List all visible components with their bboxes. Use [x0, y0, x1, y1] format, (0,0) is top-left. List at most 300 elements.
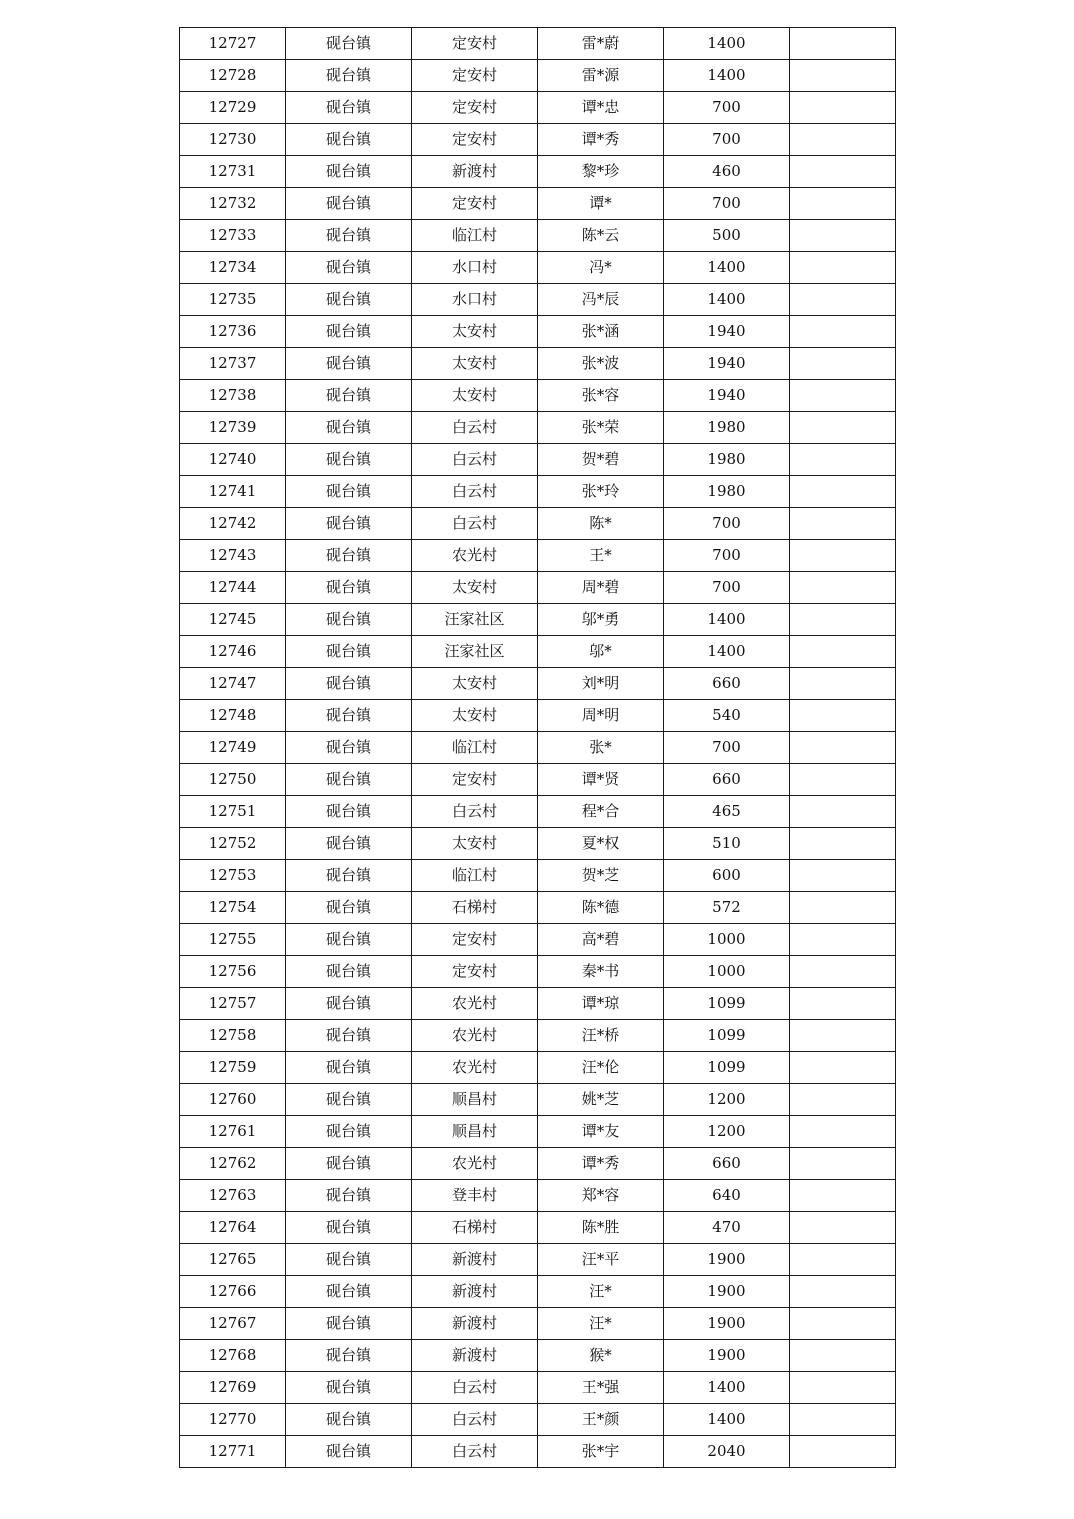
village-cell: 新渡村: [412, 1340, 538, 1372]
record-number-cell: 12747: [180, 668, 286, 700]
name-cell: 张*涵: [538, 316, 664, 348]
note-cell: [790, 124, 896, 156]
table-row: [180, 188, 896, 220]
record-number-cell: 12759: [180, 1052, 286, 1084]
amount-cell: 1900: [664, 1244, 790, 1276]
name-cell: 夏*权: [538, 828, 664, 860]
record-number-cell: 12732: [180, 188, 286, 220]
amount-cell: 1000: [664, 956, 790, 988]
amount-cell: 2040: [664, 1436, 790, 1468]
town-cell: 砚台镇: [286, 380, 412, 412]
town-cell: 砚台镇: [286, 668, 412, 700]
table-row: [180, 860, 896, 892]
table-row: [180, 764, 896, 796]
amount-cell: 510: [664, 828, 790, 860]
table-row: [180, 1180, 896, 1212]
name-cell: 王*强: [538, 1372, 664, 1404]
amount-cell: 540: [664, 700, 790, 732]
village-cell: 临江村: [412, 732, 538, 764]
note-cell: [790, 156, 896, 188]
note-cell: [790, 572, 896, 604]
name-cell: 汪*伦: [538, 1052, 664, 1084]
note-cell: [790, 348, 896, 380]
amount-cell: 700: [664, 540, 790, 572]
note-cell: [790, 284, 896, 316]
name-cell: 陈*胜: [538, 1212, 664, 1244]
village-cell: 临江村: [412, 860, 538, 892]
amount-cell: 1099: [664, 1020, 790, 1052]
record-number-cell: 12734: [180, 252, 286, 284]
town-cell: 砚台镇: [286, 732, 412, 764]
village-cell: 定安村: [412, 92, 538, 124]
table-row: [180, 924, 896, 956]
name-cell: 谭*: [538, 188, 664, 220]
note-cell: [790, 1436, 896, 1468]
village-cell: 白云村: [412, 1436, 538, 1468]
table-row: [180, 1020, 896, 1052]
amount-cell: 1400: [664, 1404, 790, 1436]
record-number-cell: 12750: [180, 764, 286, 796]
town-cell: 砚台镇: [286, 1404, 412, 1436]
town-cell: 砚台镇: [286, 124, 412, 156]
name-cell: 姚*芝: [538, 1084, 664, 1116]
village-cell: 定安村: [412, 924, 538, 956]
note-cell: [790, 1020, 896, 1052]
village-cell: 农光村: [412, 1148, 538, 1180]
table-row: [180, 604, 896, 636]
note-cell: [790, 444, 896, 476]
town-cell: 砚台镇: [286, 508, 412, 540]
table-row: [180, 732, 896, 764]
village-cell: 白云村: [412, 508, 538, 540]
town-cell: 砚台镇: [286, 188, 412, 220]
table-row: [180, 1212, 896, 1244]
record-number-cell: 12757: [180, 988, 286, 1020]
amount-cell: 1980: [664, 412, 790, 444]
amount-cell: 660: [664, 1148, 790, 1180]
note-cell: [790, 380, 896, 412]
town-cell: 砚台镇: [286, 764, 412, 796]
town-cell: 砚台镇: [286, 828, 412, 860]
record-number-cell: 12770: [180, 1404, 286, 1436]
amount-cell: 1099: [664, 988, 790, 1020]
note-cell: [790, 316, 896, 348]
table-row: [180, 124, 896, 156]
name-cell: 谭*秀: [538, 1148, 664, 1180]
village-cell: 登丰村: [412, 1180, 538, 1212]
table-row: [180, 1116, 896, 1148]
record-number-cell: 12741: [180, 476, 286, 508]
village-cell: 太安村: [412, 348, 538, 380]
town-cell: 砚台镇: [286, 1276, 412, 1308]
note-cell: [790, 412, 896, 444]
town-cell: 砚台镇: [286, 156, 412, 188]
note-cell: [790, 636, 896, 668]
record-number-cell: 12754: [180, 892, 286, 924]
record-number-cell: 12738: [180, 380, 286, 412]
note-cell: [790, 508, 896, 540]
table-row: [180, 380, 896, 412]
amount-cell: 1400: [664, 604, 790, 636]
name-cell: 谭*琼: [538, 988, 664, 1020]
note-cell: [790, 1340, 896, 1372]
note-cell: [790, 1148, 896, 1180]
note-cell: [790, 732, 896, 764]
town-cell: 砚台镇: [286, 348, 412, 380]
amount-cell: 1900: [664, 1308, 790, 1340]
amount-cell: 660: [664, 668, 790, 700]
name-cell: 高*碧: [538, 924, 664, 956]
town-cell: 砚台镇: [286, 1212, 412, 1244]
amount-cell: 1900: [664, 1276, 790, 1308]
note-cell: [790, 92, 896, 124]
town-cell: 砚台镇: [286, 1244, 412, 1276]
record-number-cell: 12742: [180, 508, 286, 540]
amount-cell: 700: [664, 92, 790, 124]
note-cell: [790, 1084, 896, 1116]
table-row: [180, 412, 896, 444]
village-cell: 水口村: [412, 252, 538, 284]
note-cell: [790, 1180, 896, 1212]
amount-cell: 1400: [664, 636, 790, 668]
table-row: [180, 316, 896, 348]
note-cell: [790, 1404, 896, 1436]
roster-table: [179, 27, 896, 1468]
amount-cell: 660: [664, 764, 790, 796]
table-row: [180, 508, 896, 540]
table-row: [180, 1436, 896, 1468]
record-number-cell: 12743: [180, 540, 286, 572]
town-cell: 砚台镇: [286, 540, 412, 572]
name-cell: 邬*: [538, 636, 664, 668]
name-cell: 贺*芝: [538, 860, 664, 892]
village-cell: 太安村: [412, 572, 538, 604]
village-cell: 定安村: [412, 956, 538, 988]
record-number-cell: 12735: [180, 284, 286, 316]
note-cell: [790, 1308, 896, 1340]
roster-table-body: [180, 28, 896, 1468]
town-cell: 砚台镇: [286, 892, 412, 924]
note-cell: [790, 1372, 896, 1404]
record-number-cell: 12764: [180, 1212, 286, 1244]
record-number-cell: 12760: [180, 1084, 286, 1116]
town-cell: 砚台镇: [286, 572, 412, 604]
village-cell: 顺昌村: [412, 1116, 538, 1148]
table-row: [180, 572, 896, 604]
record-number-cell: 12733: [180, 220, 286, 252]
town-cell: 砚台镇: [286, 28, 412, 60]
name-cell: 黎*珍: [538, 156, 664, 188]
village-cell: 农光村: [412, 1052, 538, 1084]
town-cell: 砚台镇: [286, 796, 412, 828]
village-cell: 白云村: [412, 1404, 538, 1436]
record-number-cell: 12745: [180, 604, 286, 636]
town-cell: 砚台镇: [286, 1340, 412, 1372]
amount-cell: 1200: [664, 1084, 790, 1116]
village-cell: 定安村: [412, 28, 538, 60]
note-cell: [790, 1052, 896, 1084]
record-number-cell: 12758: [180, 1020, 286, 1052]
table-row: [180, 252, 896, 284]
table-row: [180, 444, 896, 476]
name-cell: 邬*勇: [538, 604, 664, 636]
village-cell: 新渡村: [412, 156, 538, 188]
village-cell: 石梯村: [412, 1212, 538, 1244]
record-number-cell: 12753: [180, 860, 286, 892]
record-number-cell: 12755: [180, 924, 286, 956]
table-row: [180, 1340, 896, 1372]
record-number-cell: 12749: [180, 732, 286, 764]
name-cell: 谭*贤: [538, 764, 664, 796]
village-cell: 太安村: [412, 700, 538, 732]
village-cell: 顺昌村: [412, 1084, 538, 1116]
name-cell: 张*宇: [538, 1436, 664, 1468]
town-cell: 砚台镇: [286, 92, 412, 124]
town-cell: 砚台镇: [286, 956, 412, 988]
village-cell: 定安村: [412, 188, 538, 220]
amount-cell: 700: [664, 572, 790, 604]
town-cell: 砚台镇: [286, 1020, 412, 1052]
town-cell: 砚台镇: [286, 220, 412, 252]
table-row: [180, 1244, 896, 1276]
town-cell: 砚台镇: [286, 988, 412, 1020]
name-cell: 王*: [538, 540, 664, 572]
note-cell: [790, 60, 896, 92]
name-cell: 周*明: [538, 700, 664, 732]
town-cell: 砚台镇: [286, 1372, 412, 1404]
name-cell: 谭*忠: [538, 92, 664, 124]
village-cell: 汪家社区: [412, 604, 538, 636]
name-cell: 王*颜: [538, 1404, 664, 1436]
village-cell: 白云村: [412, 796, 538, 828]
table-row: [180, 476, 896, 508]
record-number-cell: 12763: [180, 1180, 286, 1212]
note-cell: [790, 828, 896, 860]
amount-cell: 1400: [664, 284, 790, 316]
table-row: [180, 60, 896, 92]
name-cell: 张*容: [538, 380, 664, 412]
record-number-cell: 12730: [180, 124, 286, 156]
amount-cell: 1400: [664, 28, 790, 60]
table-row: [180, 1404, 896, 1436]
amount-cell: 640: [664, 1180, 790, 1212]
name-cell: 冯*: [538, 252, 664, 284]
note-cell: [790, 924, 896, 956]
town-cell: 砚台镇: [286, 1148, 412, 1180]
village-cell: 水口村: [412, 284, 538, 316]
record-number-cell: 12767: [180, 1308, 286, 1340]
name-cell: 陈*云: [538, 220, 664, 252]
note-cell: [790, 796, 896, 828]
amount-cell: 700: [664, 732, 790, 764]
village-cell: 太安村: [412, 380, 538, 412]
amount-cell: 1980: [664, 476, 790, 508]
table-row: [180, 668, 896, 700]
name-cell: 贺*碧: [538, 444, 664, 476]
village-cell: 太安村: [412, 316, 538, 348]
village-cell: 农光村: [412, 988, 538, 1020]
note-cell: [790, 28, 896, 60]
amount-cell: 1980: [664, 444, 790, 476]
amount-cell: 1099: [664, 1052, 790, 1084]
town-cell: 砚台镇: [286, 924, 412, 956]
record-number-cell: 12737: [180, 348, 286, 380]
town-cell: 砚台镇: [286, 252, 412, 284]
village-cell: 定安村: [412, 60, 538, 92]
note-cell: [790, 1116, 896, 1148]
town-cell: 砚台镇: [286, 60, 412, 92]
record-number-cell: 12748: [180, 700, 286, 732]
record-number-cell: 12736: [180, 316, 286, 348]
record-number-cell: 12761: [180, 1116, 286, 1148]
town-cell: 砚台镇: [286, 1084, 412, 1116]
town-cell: 砚台镇: [286, 284, 412, 316]
town-cell: 砚台镇: [286, 1052, 412, 1084]
name-cell: 张*荣: [538, 412, 664, 444]
town-cell: 砚台镇: [286, 636, 412, 668]
record-number-cell: 12769: [180, 1372, 286, 1404]
name-cell: 猴*: [538, 1340, 664, 1372]
record-number-cell: 12756: [180, 956, 286, 988]
table-row: [180, 28, 896, 60]
note-cell: [790, 220, 896, 252]
amount-cell: 700: [664, 188, 790, 220]
amount-cell: 465: [664, 796, 790, 828]
village-cell: 白云村: [412, 412, 538, 444]
town-cell: 砚台镇: [286, 412, 412, 444]
village-cell: 农光村: [412, 540, 538, 572]
note-cell: [790, 540, 896, 572]
table-row: [180, 1148, 896, 1180]
table-row: [180, 1308, 896, 1340]
name-cell: 雷*蔚: [538, 28, 664, 60]
amount-cell: 1940: [664, 316, 790, 348]
name-cell: 陈*德: [538, 892, 664, 924]
town-cell: 砚台镇: [286, 604, 412, 636]
table-row: [180, 156, 896, 188]
name-cell: 郑*容: [538, 1180, 664, 1212]
name-cell: 陈*: [538, 508, 664, 540]
name-cell: 汪*: [538, 1276, 664, 1308]
name-cell: 雷*源: [538, 60, 664, 92]
amount-cell: 1940: [664, 348, 790, 380]
record-number-cell: 12744: [180, 572, 286, 604]
name-cell: 张*: [538, 732, 664, 764]
record-number-cell: 12727: [180, 28, 286, 60]
town-cell: 砚台镇: [286, 1116, 412, 1148]
amount-cell: 572: [664, 892, 790, 924]
village-cell: 新渡村: [412, 1308, 538, 1340]
village-cell: 新渡村: [412, 1276, 538, 1308]
record-number-cell: 12746: [180, 636, 286, 668]
name-cell: 刘*明: [538, 668, 664, 700]
town-cell: 砚台镇: [286, 316, 412, 348]
town-cell: 砚台镇: [286, 1308, 412, 1340]
town-cell: 砚台镇: [286, 476, 412, 508]
village-cell: 汪家社区: [412, 636, 538, 668]
village-cell: 白云村: [412, 444, 538, 476]
town-cell: 砚台镇: [286, 700, 412, 732]
name-cell: 张*玲: [538, 476, 664, 508]
name-cell: 张*波: [538, 348, 664, 380]
record-number-cell: 12752: [180, 828, 286, 860]
amount-cell: 600: [664, 860, 790, 892]
table-row: [180, 636, 896, 668]
table-row: [180, 92, 896, 124]
table-row: [180, 348, 896, 380]
amount-cell: 1400: [664, 1372, 790, 1404]
name-cell: 汪*: [538, 1308, 664, 1340]
table-row: [180, 1276, 896, 1308]
record-number-cell: 12765: [180, 1244, 286, 1276]
name-cell: 汪*平: [538, 1244, 664, 1276]
amount-cell: 500: [664, 220, 790, 252]
note-cell: [790, 668, 896, 700]
village-cell: 白云村: [412, 1372, 538, 1404]
village-cell: 太安村: [412, 828, 538, 860]
note-cell: [790, 188, 896, 220]
town-cell: 砚台镇: [286, 444, 412, 476]
town-cell: 砚台镇: [286, 860, 412, 892]
amount-cell: 460: [664, 156, 790, 188]
town-cell: 砚台镇: [286, 1180, 412, 1212]
note-cell: [790, 1244, 896, 1276]
name-cell: 秦*书: [538, 956, 664, 988]
amount-cell: 1940: [664, 380, 790, 412]
name-cell: 程*合: [538, 796, 664, 828]
table-row: [180, 988, 896, 1020]
village-cell: 农光村: [412, 1020, 538, 1052]
name-cell: 汪*桥: [538, 1020, 664, 1052]
amount-cell: 1400: [664, 60, 790, 92]
amount-cell: 1900: [664, 1340, 790, 1372]
table-row: [180, 220, 896, 252]
note-cell: [790, 476, 896, 508]
note-cell: [790, 1276, 896, 1308]
record-number-cell: 12766: [180, 1276, 286, 1308]
village-cell: 新渡村: [412, 1244, 538, 1276]
record-number-cell: 12762: [180, 1148, 286, 1180]
village-cell: 白云村: [412, 476, 538, 508]
record-number-cell: 12728: [180, 60, 286, 92]
village-cell: 定安村: [412, 764, 538, 796]
record-number-cell: 12771: [180, 1436, 286, 1468]
table-row: [180, 892, 896, 924]
note-cell: [790, 604, 896, 636]
table-row: [180, 540, 896, 572]
record-number-cell: 12739: [180, 412, 286, 444]
village-cell: 临江村: [412, 220, 538, 252]
note-cell: [790, 700, 896, 732]
amount-cell: 470: [664, 1212, 790, 1244]
record-number-cell: 12768: [180, 1340, 286, 1372]
village-cell: 太安村: [412, 668, 538, 700]
table-row: [180, 956, 896, 988]
table-row: [180, 1372, 896, 1404]
amount-cell: 700: [664, 508, 790, 540]
table-row: [180, 828, 896, 860]
note-cell: [790, 956, 896, 988]
note-cell: [790, 988, 896, 1020]
amount-cell: 1400: [664, 252, 790, 284]
table-row: [180, 284, 896, 316]
record-number-cell: 12740: [180, 444, 286, 476]
record-number-cell: 12731: [180, 156, 286, 188]
village-cell: 石梯村: [412, 892, 538, 924]
amount-cell: 1000: [664, 924, 790, 956]
name-cell: 谭*秀: [538, 124, 664, 156]
note-cell: [790, 892, 896, 924]
